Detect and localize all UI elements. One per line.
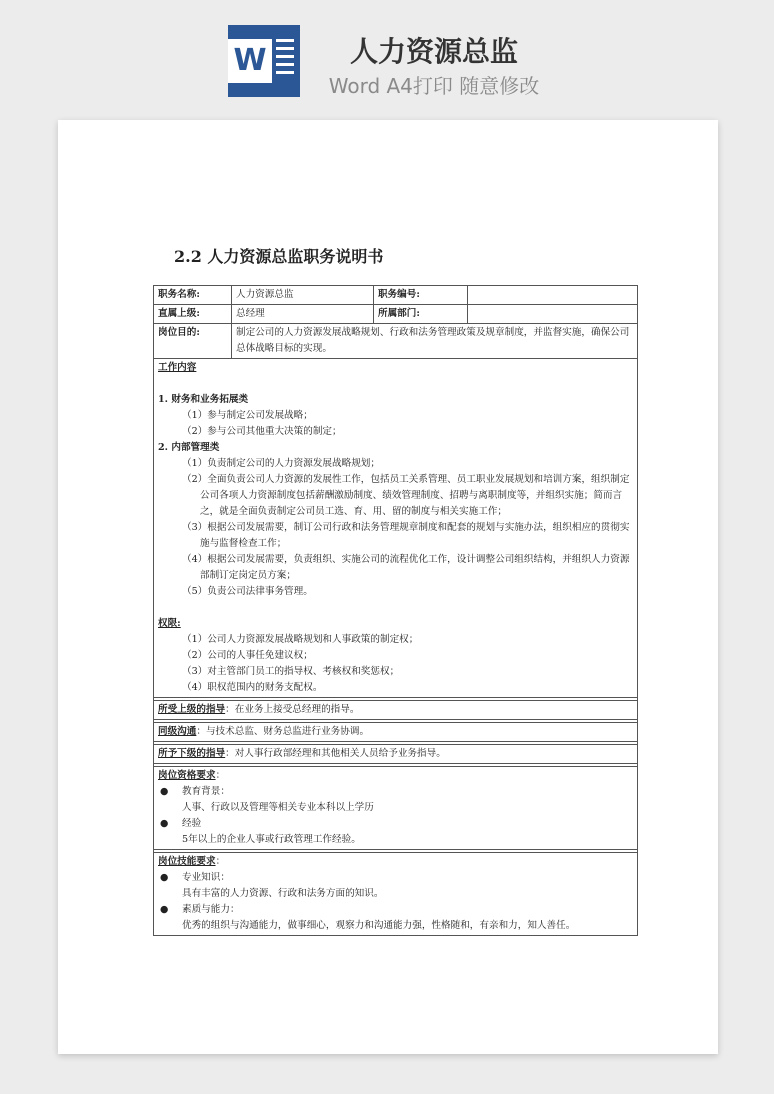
peer-label: 同级沟通 xyxy=(158,726,197,737)
bullet-icon: ● xyxy=(160,904,169,915)
subordinate-cell xyxy=(154,745,638,764)
job-code-label: 职务编号: xyxy=(374,286,468,305)
peer-cell xyxy=(154,723,638,742)
table-row xyxy=(154,745,638,764)
job-description-table xyxy=(153,285,638,936)
skills-label: 岗位技能要求 xyxy=(158,856,216,867)
list-item: （4）职权范围内的财务支配权。 xyxy=(182,682,323,693)
table-row xyxy=(154,701,638,720)
section-title: 1. 财务和业务拓展类 xyxy=(158,394,249,405)
supervisor-label: 直属上级: xyxy=(154,305,232,324)
table-row xyxy=(154,305,638,324)
bullet-icon: ● xyxy=(160,786,169,797)
list-item: ● 经验 xyxy=(158,816,633,832)
header-banner xyxy=(0,0,774,118)
section-title: 2. 内部管理类 xyxy=(158,442,220,453)
work-content-cell xyxy=(154,359,638,698)
list-item: （2）全面负责公司人力资源的发展性工作，包括员工关系管理、员工职业发展规划和培训方案，组织制定公司各项人力资源制度包括薪酬激励制度、绩效管理制度、招聘与离职制度等，并组织实施；简而言之，就是全面负责制定公司员工选、育、用、留的制度与相关实施工作； xyxy=(182,474,630,517)
list-item: （4）根据公司发展需要，负责组织、实施公司的流程优化工作，设计调整公司组织结构，并组织人力资源部制订定岗定员方案； xyxy=(182,554,630,581)
table-row xyxy=(154,853,638,936)
table-row xyxy=(154,359,638,698)
list-item-text: 人事、行政以及管理等相关专业本科以上学历 xyxy=(182,802,374,813)
table-row xyxy=(154,286,638,305)
qualification-label: 岗位资格要求 xyxy=(158,770,216,781)
list-item: （1）负责制定公司的人力资源发展战略规划； xyxy=(182,458,380,469)
list-item-text: 优秀的组织与沟通能力，做事细心，观察力和沟通能力强，性格随和，有亲和力，知人善任。 xyxy=(182,920,576,931)
banner-subtitle: Word A4打印 随意修改 xyxy=(328,74,540,98)
job-name-label: 职务名称: xyxy=(154,286,232,305)
list-item: （2）公司的人事任免建议权； xyxy=(182,650,313,661)
subordinate-label: 所予下级的指导 xyxy=(158,748,226,759)
list-item: （2）参与公司其他重大决策的制定； xyxy=(182,426,342,437)
qualification-cell: 岗位资格要求： ● 教育背景： 人事、行政以及管理等相关专业本科以上学历 ● 经验 5年以上的企业人事或行政管理工作经验。 xyxy=(154,767,638,850)
document-page xyxy=(58,120,718,1054)
bullet-icon: ● xyxy=(160,872,169,883)
table-row xyxy=(154,767,638,850)
supervisor-value: 总经理 xyxy=(232,305,374,324)
list-item: ● 教育背景： xyxy=(158,784,633,800)
purpose-text: 制定公司的人力资源发展战略规划、行政和法务管理政策及规章制度，并监督实施，确保公司总体战略目标的实现。 xyxy=(232,324,638,359)
work-content-heading: 工作内容 xyxy=(158,362,197,373)
job-name-value: 人力资源总监 xyxy=(232,286,374,305)
skills-cell: 岗位技能要求： ● 专业知识： 具有丰富的人力资源、行政和法务方面的知识。 ● 素质与能力： 优秀的组织与沟通能力，做事细心，观察力和沟通能力强，性格随和，有亲和力，知人善任。 xyxy=(154,853,638,936)
list-item-text: 具有丰富的人力资源、行政和法务方面的知识。 xyxy=(182,888,384,899)
table-row xyxy=(154,324,638,359)
department-label: 所属部门: xyxy=(374,305,468,324)
table-row xyxy=(154,723,638,742)
list-item: ● 专业知识： xyxy=(158,870,633,886)
list-item: （5）负责公司法律事务管理。 xyxy=(182,586,313,597)
list-item: （1）公司人力资源发展战略规划和人事政策的制定权； xyxy=(182,634,419,645)
word-lines-icon xyxy=(276,39,294,83)
bullet-icon: ● xyxy=(160,818,169,829)
list-item: （3）对主管部门员工的指导权、考核权和奖惩权； xyxy=(182,666,400,677)
list-item: （3）根据公司发展需要，制订公司行政和法务管理规章制度和配套的规划与实施办法，组织相应的贯彻实施与监督检查工作； xyxy=(182,522,630,549)
word-app-icon xyxy=(228,25,300,97)
list-item-text: 5年以上的企业人事或行政管理工作经验。 xyxy=(182,834,361,845)
list-item: （1）参与制定公司发展战略； xyxy=(182,410,313,421)
word-letter: W xyxy=(228,39,272,83)
authority-heading: 权限: xyxy=(158,618,181,629)
department-value xyxy=(468,305,638,324)
guidance-label: 所受上级的指导 xyxy=(158,704,226,715)
subordinate-text: ：对人事行政部经理和其他相关人员给予业务指导。 xyxy=(225,748,446,759)
guidance-text: ：在业务上接受总经理的指导。 xyxy=(225,704,360,715)
purpose-label: 岗位目的: xyxy=(154,324,232,359)
job-code-value xyxy=(468,286,638,305)
document-title: 2.2 人力资源总监职务说明书 xyxy=(174,247,384,266)
banner-title: 人力资源总监 xyxy=(349,35,518,68)
guidance-cell xyxy=(154,701,638,720)
peer-text: ：与技术总监、财务总监进行业务协调。 xyxy=(196,726,370,737)
list-item: ● 素质与能力： xyxy=(158,902,633,918)
